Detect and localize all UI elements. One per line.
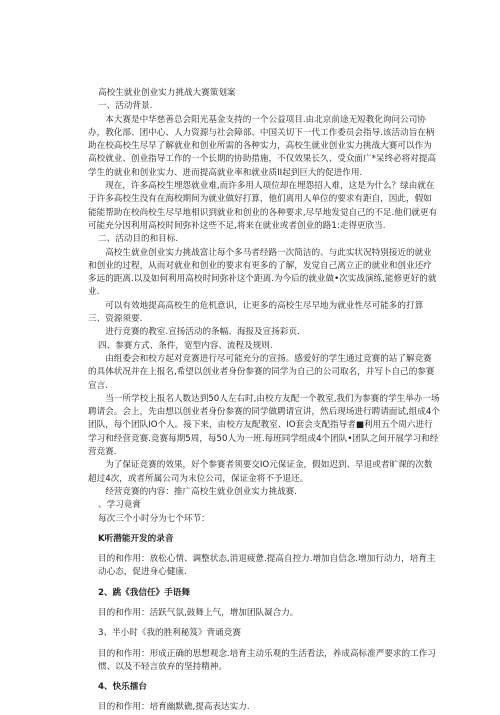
paragraph: 当一所学校上报名人数达到50人左右时,由校方友配一个教室,我们为参赛的学生举办一场聘请会。会上，先由想以创业者身份参赛的同学做聘请宣讲，然后现场进行聘请面试,组成4个团队，每个团队IO个人。接下来，由校方友配教室、IO套会支配指导者■利用五个周六进行学习和经营竞赛.竞赛每期5周，每50人为一班.每班同学组成4个团队•团队之间开展学习和经营竞赛. — [88, 393, 440, 458]
paragraph: 可以有效地提高高校生的危机意识，让更多的高校生尽早地为就业性尽可能多的打算三、资源须要. — [88, 300, 424, 325]
paragraph: 由组委会和校方起对竞赛进行尽可能充分的宣扬。感爱好的学生通过竞赛的站了解竞赛的具体状况并在上报名,希望以创业者身份参赛的同学为自己的公司取名，并写卜自己的参赛宣言. — [88, 353, 435, 391]
item-description: 目的和作用：活跃气氛,鼓舞上气，增加团队凝合力。 — [98, 607, 299, 618]
paragraph: 为了保证竞赛的效果，好个参赛者须要交IO元保证金，假如迟到、早退或者旷课的次数超过4次，或者所属公司为末位公司，保证金将不予退还。 — [88, 460, 433, 484]
spacer — [88, 546, 440, 553]
spacer — [88, 580, 440, 587]
item-description: 目的和作用：培育幽默礁,提高表达实力. — [98, 702, 250, 713]
spacer — [88, 674, 440, 681]
spacer — [88, 600, 440, 607]
paragraph: 现在，许多高校生埋怨就业难,而许多用人项位却在埋怨招人难，这是为什么？绿由就在于许多高校生没有在海校期间为就业做好打算，他们离用人单位的要求有距自，因此，假如能能帮助在校尚校生尽早地相识到就业和创业的各种要求,尽早地发觉自己的不足.他们就更有可能充分因利用高校时间弥补这些不足,将来在就业或者创业的路1:走得更欣当. — [88, 181, 438, 231]
item-description: 目的和作用：形成正确的思想观念.培育主动乐观的生活看法，养成高标准严要求的工作习惯、以及不轻言放弃的坚持精神。 — [98, 648, 436, 672]
spacer — [88, 620, 440, 627]
paragraph: 本大赛是中华慈善总会阳光基金支持的一个公益项目.由北京前途无短教化询问公司协办，教化部、团中心、人力资源与社会障部、中国关切下一代工作委员会指导.该活动旨在柄助在校高校生尽早了解就业和创业所需的各种实力，高校生就业创业实力挑战大赛可以作为高校就业、创业指导工作的一个长期的协助措施，不仅效果长久、受众面广*呆终必将对提高学生的就业和创业实力、进而提高就业率和就业质II起到巨大的促进作用. — [88, 114, 437, 178]
paragraph: 高校生就业创业实力挑战富让每个多马者经路一次简洁的、与此实状况特别接近的就业和创业的过程，从而对就业和创业的要求有更多的了解，发觉自己离立正的就业和创业还疗多远的距离.以及如何利用高校时间弥补这个距离.为今后的就业做•次实战演练,能修更好的就业. — [88, 247, 437, 298]
paragraph: 经营竞赛的内容：推广高校生就业创业实力挑战赛. — [105, 486, 297, 497]
section-heading-learning: 、学习竟膏 — [98, 500, 141, 511]
item-title: 4、快乐擂台 — [98, 682, 147, 693]
spacer — [88, 526, 440, 533]
paragraph: 每次三个小时分为七个环节： — [98, 513, 210, 524]
item-title: K听潜能开发的录音 — [98, 533, 174, 544]
item-title: 2、跳《我信任》手语舞 — [98, 587, 190, 598]
section-heading-background: 一、活动背景. — [98, 101, 153, 112]
paragraph: 进行竞赛的教室.宣扬活动的条幅、海报及宣扬彩页. — [105, 327, 300, 338]
document-title: 高校生就业创业实力挑战大赛策划案 — [98, 88, 236, 98]
section-heading-goals: 二、活动目的和目标. — [98, 234, 179, 245]
section-heading-participation: 四、参赛方式、条件，宽型内容、流程及规则. — [98, 340, 273, 351]
item-description: 目的和作用：放松心情、调整状态,消退疲惫.提高自控力.增加自信念.增加行动力，培育主动心态，促进身心健康. — [98, 554, 436, 578]
spacer — [88, 694, 440, 701]
item-title: 3、半小时《我的胜利秘笈》背诵竞赛 — [98, 628, 241, 639]
spacer — [88, 641, 440, 648]
